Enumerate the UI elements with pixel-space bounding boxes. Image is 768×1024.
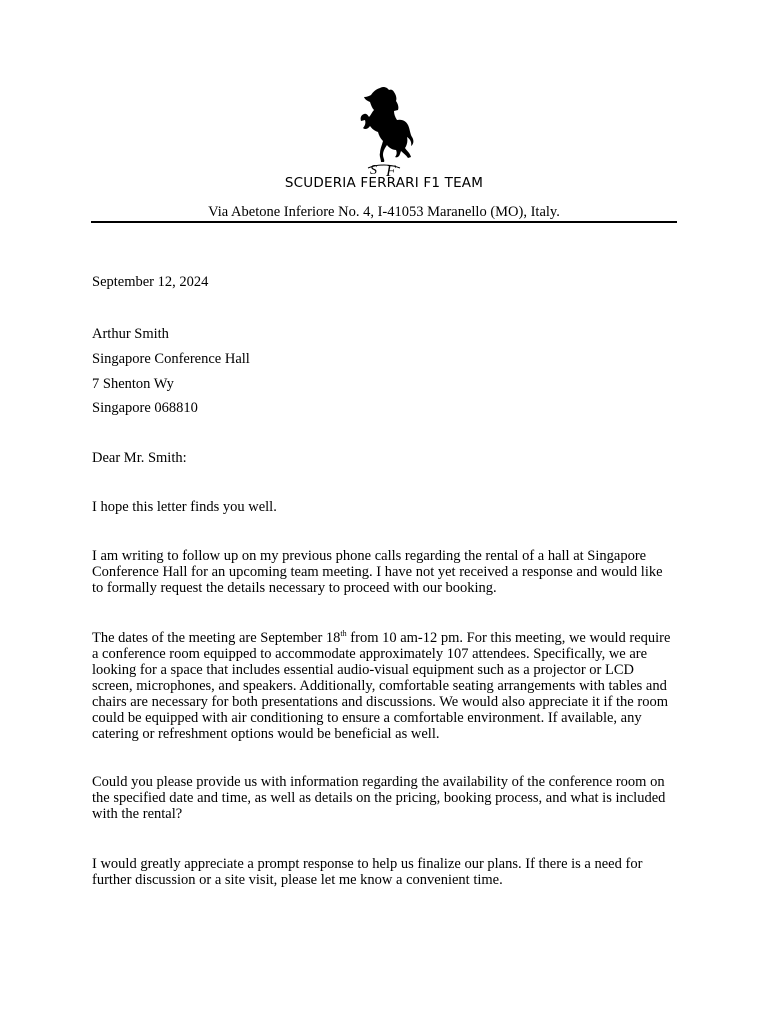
- letterhead-address: Via Abetone Inferiore No. 4, I-41053 Maranello (MO), Italy.: [208, 204, 560, 220]
- body-paragraph-3-start: The dates of the meeting are September 18: [92, 630, 341, 646]
- body-paragraph-5: I would greatly appreciate a prompt response to help us finalize our plans. If there is a need for further discussion or a site visit, please let me know a convenient time.: [92, 856, 643, 888]
- svg-text:S: S: [370, 163, 377, 176]
- ordinal-suffix: th: [340, 629, 347, 639]
- body-paragraph-4: Could you please provide us with information regarding the availability of the conference room on the specified date and time, as well as details on the pricing, booking process, and what is included with the rental?: [92, 774, 666, 822]
- prancing-horse-logo-icon: [350, 84, 420, 176]
- body-paragraph-1: I hope this letter finds you well.: [92, 499, 277, 515]
- salutation: Dear Mr. Smith:: [92, 450, 187, 466]
- recipient-organization: Singapore Conference Hall: [92, 351, 250, 367]
- letter-date: September 12, 2024: [92, 274, 209, 290]
- team-name: SCUDERIA FERRARI F1 TEAM: [284, 175, 484, 191]
- recipient-name: Arthur Smith: [92, 326, 169, 342]
- body-paragraph-3: [92, 630, 677, 742]
- recipient-street: 7 Shenton Wy: [92, 376, 174, 392]
- letterhead-divider: [91, 221, 677, 223]
- recipient-city: Singapore 068810: [92, 400, 198, 416]
- body-paragraph-2: I am writing to follow up on my previous phone calls regarding the rental of a hall at Singapore Conference Hall for an upcoming team meeting. I have not yet received a response and would like to formally request the details necessary to proceed with our booking.: [92, 548, 663, 596]
- svg-text:F: F: [386, 163, 396, 176]
- body-paragraph-3-rest: from 10 am-12 pm. For this meeting, we would require a conference room equipped to accommodate approximately 107 attendees. Specifically, we are looking for a space that includes essential audio-visual equipment such as a projector or LCD screen, microphones, and speakers. Additionally, comfortable seating arrangements with tables and chairs are necessary for both presentations and discussions. We would also appreciate it if the room could be equipped with air conditioning to ensure a comfortable environment. If available, any catering or refreshment options would be beneficial as well.: [92, 630, 671, 742]
